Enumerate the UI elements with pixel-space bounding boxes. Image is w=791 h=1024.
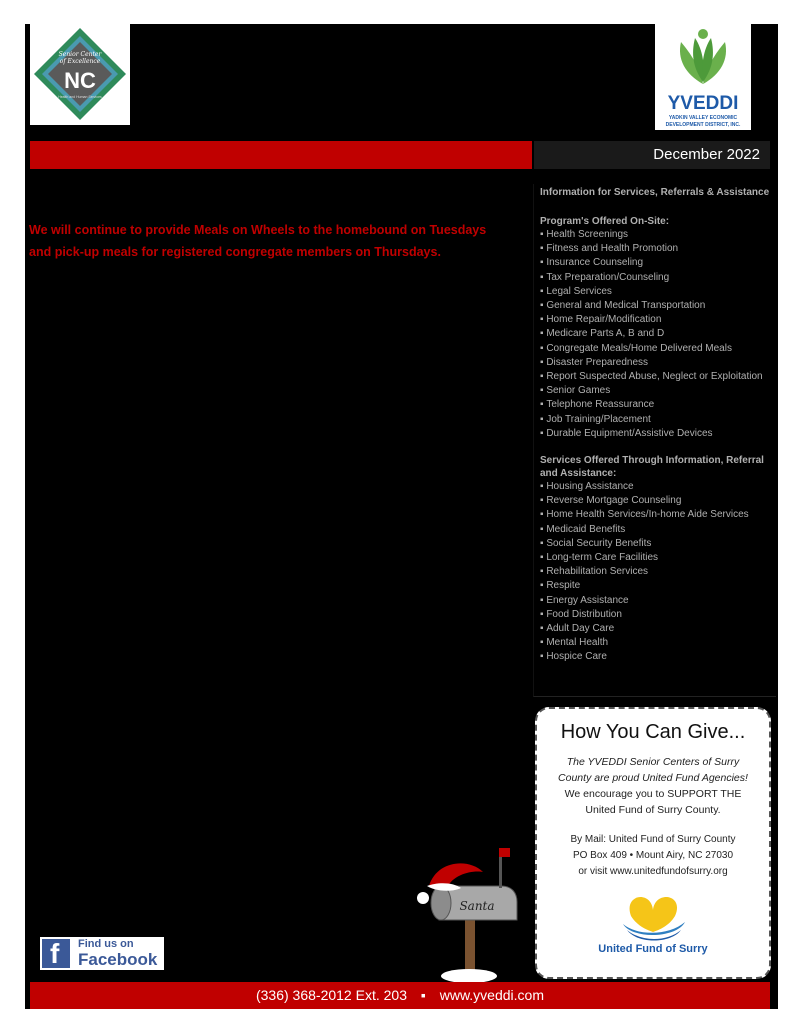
mailbox-label: Santa [459,899,495,913]
give-mail-1: By Mail: United Fund of Surry County [570,834,736,845]
list-item: ▪ Rehabilitation Services [540,565,776,579]
facebook-icon: f [42,939,70,968]
onsite-list [534,228,776,441]
give-title: How You Can Give... [560,721,746,743]
logo-right-sub2: DEVELOPMENT DISTRICT, INC. [665,122,741,128]
list-item: ▪ Medicaid Benefits [540,523,776,537]
notice-line-2: and pick-up meals for registered congregate members on Thursdays. [29,245,441,259]
list-item: ▪ Adult Day Care [540,622,776,636]
list-item: ▪ Mental Health [540,636,776,650]
give-italic-1: The YVEDDI Senior Centers of Surry [566,756,740,768]
give-mail-info [547,832,759,880]
list-item: ▪ Congregate Meals/Home Delivered Meals [540,342,776,356]
list-item: ▪ Health Screenings [540,228,776,242]
list-item: ▪ Tax Preparation/Counseling [540,271,776,285]
logo-left-line1: Senior Center [58,51,102,58]
issue-date: December 2022 [534,141,770,169]
facebook-line-2: Facebook [78,950,158,969]
logo-right-sub1: YADKIN VALLEY ECONOMIC [668,115,738,121]
list-item: ▪ Telephone Reassurance [540,398,776,412]
list-item: ▪ Durable Equipment/Assistive Devices [540,427,776,441]
santa-mailbox-illustration [413,842,525,984]
footer-separator: ▪ [420,987,426,1003]
list-item: ▪ General and Medical Transportation [540,299,776,313]
list-item: ▪ Reverse Mortgage Counseling [540,494,776,508]
list-item: ▪ Respite [540,579,776,593]
list-item: ▪ Report Suspected Abuse, Neglect or Exploitation [540,370,776,384]
notice-line-1: We will continue to provide Meals on Wheels to the homebound on Tuesdays [29,223,487,237]
sidebar-intro: Information for Services, Referrals & Assistance [540,187,770,198]
list-item: ▪ Insurance Counseling [540,256,776,270]
united-fund-logo-text: United Fund of Surry [598,943,708,955]
list-item: ▪ Job Training/Placement [540,413,776,427]
header-red-bar [30,141,532,169]
services-sidebar [533,184,776,697]
united-fund-logo [593,886,713,956]
logo-left-line2: of Excellence [59,58,101,65]
give-message [549,754,757,818]
list-item: ▪ Legal Services [540,285,776,299]
onsite-heading: Program's Offered On-Site: [540,215,670,227]
facebook-badge[interactable] [40,937,164,970]
facebook-line-1: Find us on [78,938,134,950]
yveddi-logo [655,24,751,130]
list-item: ▪ Senior Games [540,384,776,398]
footer-phone: (336) 368-2012 Ext. 203 [255,987,407,1003]
referral-list [534,480,776,665]
list-item: ▪ Hospice Care [540,650,776,664]
list-item: ▪ Food Distribution [540,608,776,622]
footer-website[interactable]: www.yveddi.com [439,987,544,1003]
list-item: ▪ Home Health Services/In-home Aide Services [540,508,776,522]
list-item: ▪ Fitness and Health Promotion [540,242,776,256]
give-line-4: United Fund of Surry County. [585,804,721,816]
list-item: ▪ Energy Assistance [540,594,776,608]
give-italic-2: County are proud United Fund Agencies! [558,772,748,784]
newsletter-page [25,24,778,1009]
meals-notice [29,219,509,263]
give-line-3: We encourage you to SUPPORT THE [564,788,742,800]
senior-center-logo [30,24,130,125]
give-mail-2: PO Box 409 • Mount Airy, NC 27030 [572,850,734,861]
list-item: ▪ Medicare Parts A, B and D [540,327,776,341]
referral-heading: Services Offered Through Information, Referral and Assistance: [540,455,764,479]
logo-left-line4: Health and Human Services [58,95,102,99]
list-item: ▪ Home Repair/Modification [540,313,776,327]
list-item: ▪ Social Security Benefits [540,537,776,551]
how-you-can-give-box [535,707,771,979]
list-item: ▪ Disaster Preparedness [540,356,776,370]
logo-left-nc: NC [64,68,96,93]
logo-right-name: YVEDDI [667,93,739,114]
list-item: ▪ Long-term Care Facilities [540,551,776,565]
give-mail-3[interactable]: or visit www.unitedfundofsurry.org [578,866,728,877]
footer-contact-bar [30,982,770,1009]
list-item: ▪ Housing Assistance [540,480,776,494]
